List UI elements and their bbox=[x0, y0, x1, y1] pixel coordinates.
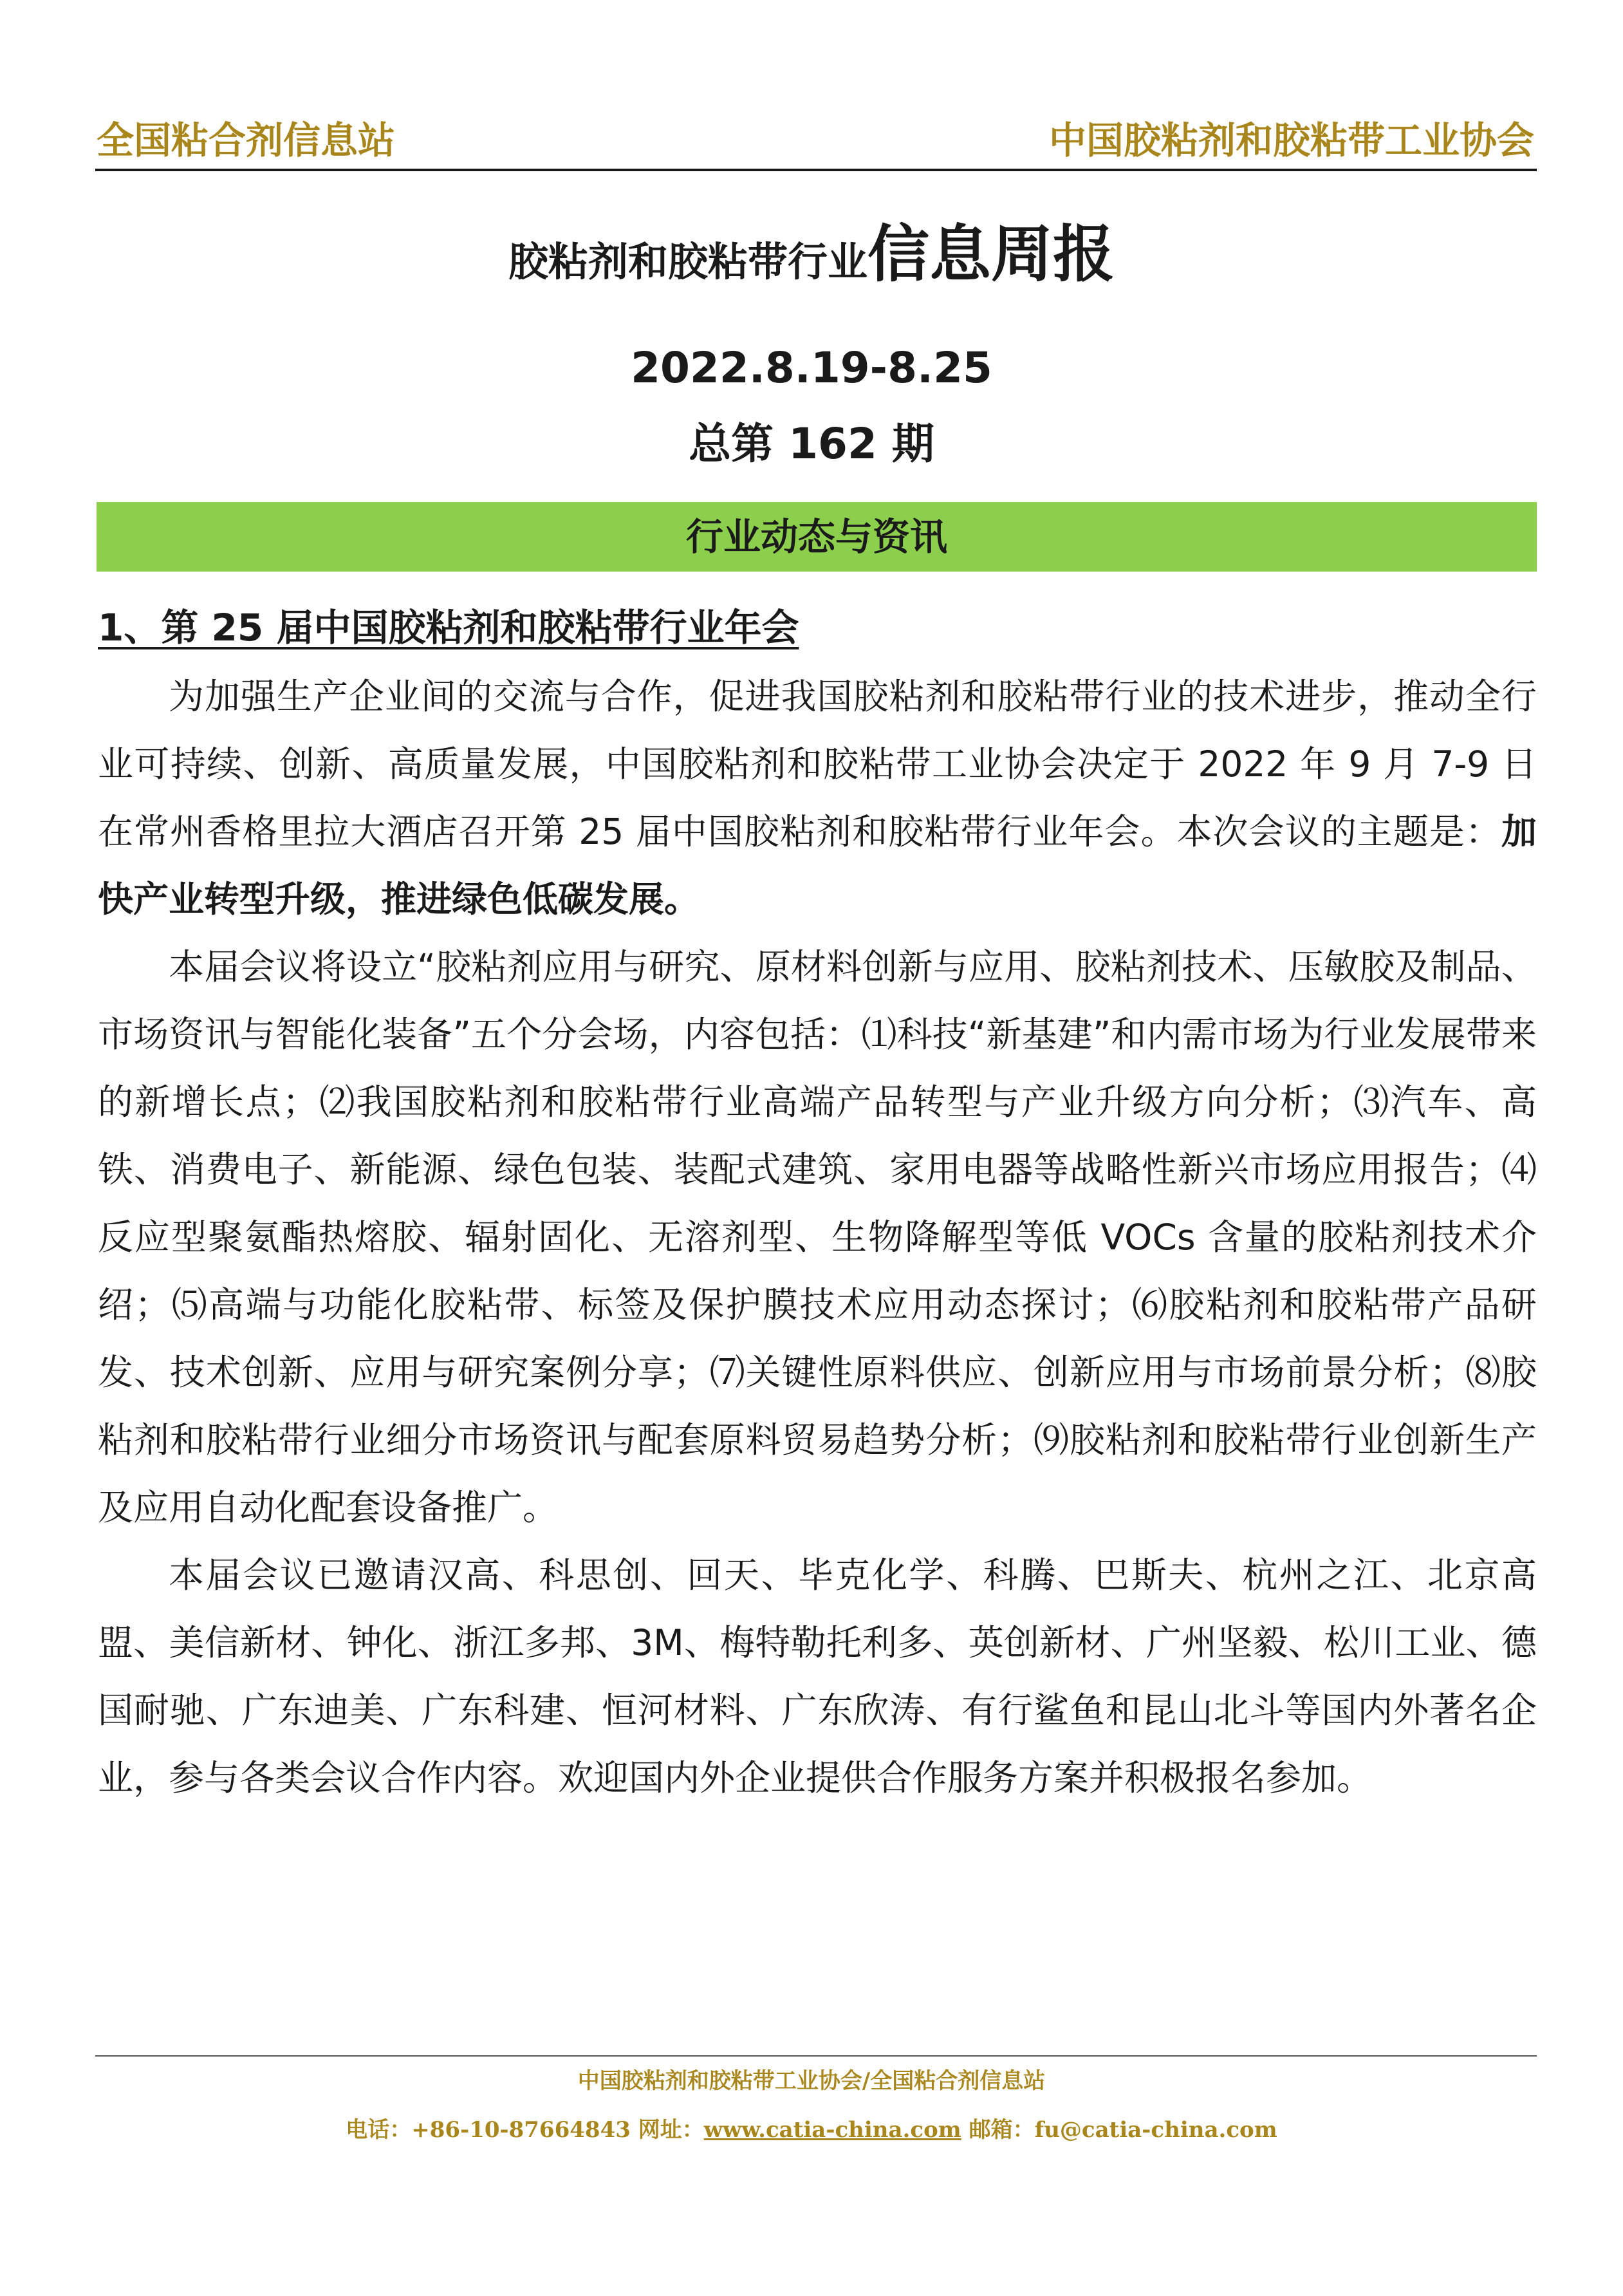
article-body bbox=[98, 663, 1537, 1812]
footer-organization: 中国胶粘剂和胶粘带工业协会/全国粘合剂信息站 bbox=[577, 2068, 1046, 2094]
header-site-name: 全国粘合剂信息站 bbox=[97, 118, 396, 162]
issue-date-range: 2022.8.19-8.25 bbox=[631, 343, 992, 393]
article-heading: 1、第 25 届中国胶粘剂和胶粘带行业年会 bbox=[98, 606, 799, 649]
section-header: 行业动态与资讯 bbox=[97, 502, 1537, 572]
issue-number: 总第 162 期 bbox=[689, 419, 934, 469]
email-label: 邮箱： bbox=[961, 2117, 1035, 2143]
header-association-name: 中国胶粘剂和胶粘带工业协会 bbox=[1048, 118, 1534, 162]
phone-number: +86-10-87664843 bbox=[411, 2117, 631, 2143]
article-paragraph-2: 本届会议将设立“胶粘剂应用与研究、原材料创新与应用、胶粘剂技术、压敏胶及制品、市场资讯与智能化装备”五个分会场，内容包括：⑴科技“新基建”和内需市场为行业发展带来的新增长点；⑵我国胶粘剂和胶粘带行业高端产品转型与产业升级方向分析；⑶汽车、高铁、消费电子、新能源、绿色包装、装配式建筑、家用电器等战略性新兴市场应用报告；⑷反应型聚氨酯热熔胶、辐射固化、无溶剂型、生物降解型等低 VOCs 含量的胶粘剂技术介绍；⑸高端与功能化胶粘带、标签及保护膜技术应用动态探讨；⑹胶粘剂和胶粘带产品研发、技术创新、应用与研究案例分享；⑺关键性原料供应、创新应用与市场前景分析；⑻胶粘剂和胶粘带行业细分市场资讯与配套原料贸易趋势分析；⑼胶粘剂和胶粘带行业创新生产及应用自动化配套设备推广。 bbox=[98, 946, 1537, 1528]
header-divider bbox=[95, 169, 1537, 171]
website-link[interactable]: www.catia-china.com bbox=[703, 2117, 961, 2143]
phone-label: 电话： bbox=[346, 2117, 412, 2143]
article-paragraph-1 bbox=[98, 663, 1537, 933]
document-title-prefix: 胶粘剂和胶粘带行业 bbox=[508, 238, 867, 285]
paragraph-1-text: 为加强生产企业间的交流与合作，促进我国胶粘剂和胶粘带行业的技术进步，推动全行业可持续、创新、高质量发展，中国胶粘剂和胶粘带工业协会决定于 2022 年 9 月 7-9 日在常州香格里拉大酒店召开第 25 届中国胶粘剂和胶粘带行业年会。本次会议的主题是： bbox=[98, 676, 1537, 852]
footer-divider bbox=[95, 2055, 1537, 2057]
document-title bbox=[0, 212, 1623, 314]
conference-theme: 加快产业转型升级，推进绿色低碳发展。 bbox=[98, 811, 1537, 920]
footer-contact bbox=[0, 2114, 1623, 2146]
document-title-main: 信息周报 bbox=[867, 218, 1115, 290]
website-label: 网址： bbox=[630, 2117, 704, 2143]
email-address: fu@catia-china.com bbox=[1034, 2117, 1277, 2143]
article-paragraph-3: 本届会议已邀请汉高、科思创、回天、毕克化学、科腾、巴斯夫、杭州之江、北京高盟、美信新材、钟化、浙江多邦、3M、梅特勒托利多、英创新材、广州坚毅、松川工业、德国耐驰、广东迪美、广东科建、恒河材料、广东欣涛、有行鲨鱼和昆山北斗等国内外著名企业，参与各类会议合作内容。欢迎国内外企业提供合作服务方案并积极报名参加。 bbox=[98, 1554, 1537, 1798]
